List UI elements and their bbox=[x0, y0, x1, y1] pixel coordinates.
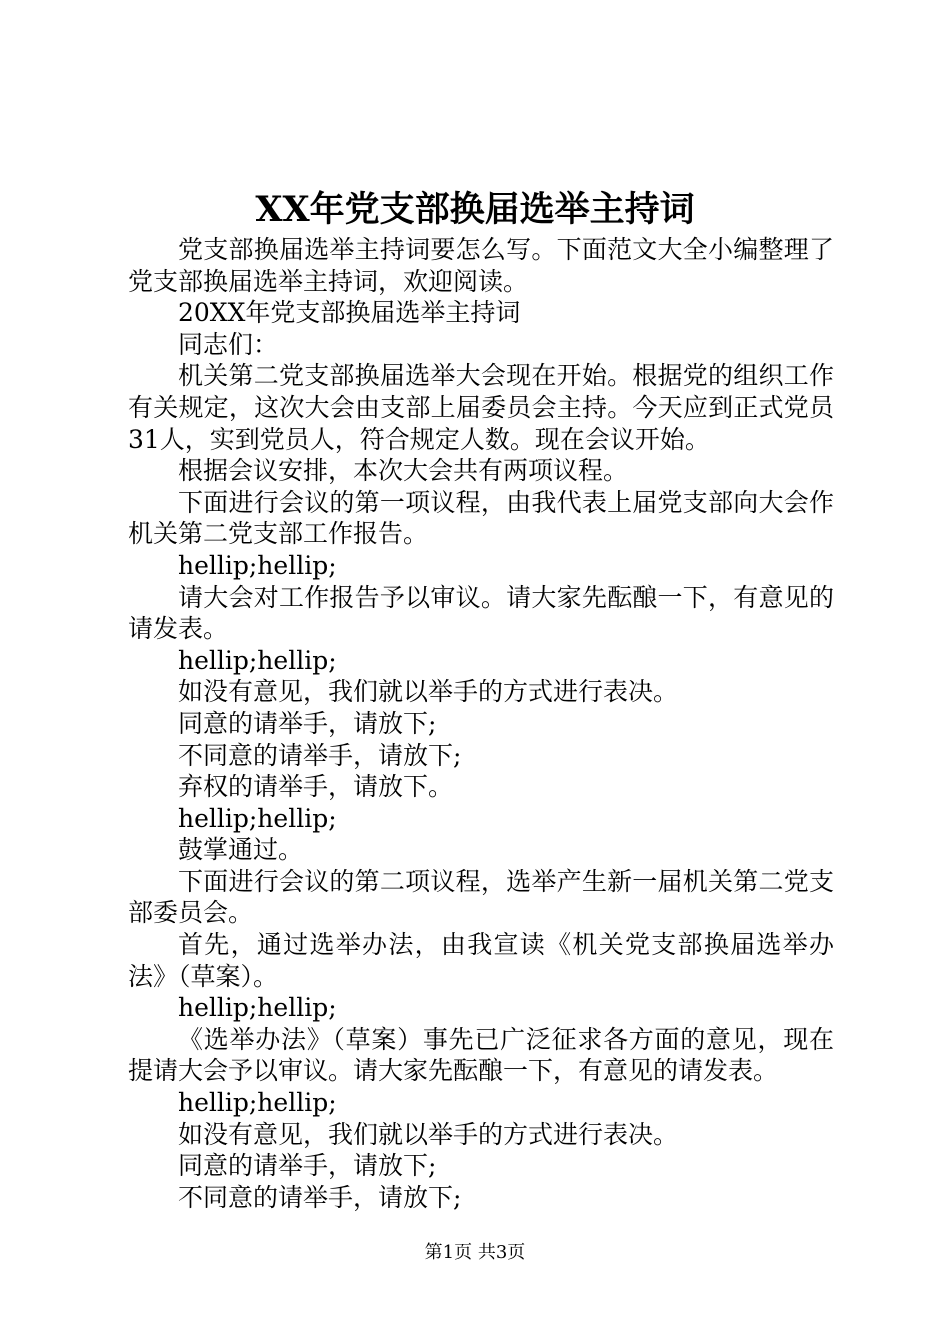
paragraph: 首先，通过选举办法，由我宣读《机关党支部换届选举办法》（草案）。 bbox=[128, 930, 834, 991]
paragraph: 党支部换届选举主持词要怎么写。下面范文大全小编整理了党支部换届选举主持词，欢迎阅读。 bbox=[128, 235, 834, 296]
paragraph: hellip;hellip; bbox=[178, 993, 337, 1023]
paragraph: hellip;hellip; bbox=[178, 803, 337, 833]
paragraph: 如没有意见，我们就以举手的方式进行表决。 bbox=[178, 677, 679, 707]
paragraph: 鼓掌通过。 bbox=[178, 835, 304, 865]
paragraph: 机关第二党支部换届选举大会现在开始。根据党的组织工作有关规定，这次大会由支部上届委员会主持。今天应到正式党员31人，实到党员人，符合规定人数。现在会议开始。 bbox=[128, 361, 834, 454]
paragraph: 下面进行会议的第二项议程，选举产生新一届机关第二党支部委员会。 bbox=[128, 866, 834, 928]
paragraph: hellip;hellip; bbox=[178, 550, 337, 580]
paragraph: 同意的请举手，请放下; bbox=[178, 1151, 437, 1181]
paragraph: 不同意的请举手，请放下; bbox=[178, 1182, 462, 1212]
paragraph: 弃权的请举手，请放下。 bbox=[178, 772, 454, 802]
paragraph: 请大会对工作报告予以审议。请大家先酝酿一下，有意见的请发表。 bbox=[128, 582, 834, 644]
paragraph: 不同意的请举手，请放下; bbox=[178, 740, 462, 770]
paragraph: 《选举办法》（草案）事先已广泛征求各方面的意见，现在提请大会予以审议。请大家先酝酿一下，有意见的请发表。 bbox=[128, 1024, 834, 1086]
paragraph: 同意的请举手，请放下; bbox=[178, 708, 437, 738]
paragraph: 同志们： bbox=[178, 329, 279, 359]
paragraph: 根据会议安排，本次大会共有两项议程。 bbox=[178, 456, 629, 486]
paragraph: hellip;hellip; bbox=[178, 645, 337, 675]
page-footer: 第1页 共3页 bbox=[424, 1242, 526, 1263]
paragraph: 下面进行会议的第一项议程，由我代表上届党支部向大会作机关第二党支部工作报告。 bbox=[128, 487, 834, 549]
document-body bbox=[128, 234, 834, 1213]
paragraph: 如没有意见，我们就以举手的方式进行表决。 bbox=[178, 1119, 679, 1149]
document-title: XX年党支部换届选举主持词 bbox=[255, 189, 695, 230]
paragraph: hellip;hellip; bbox=[178, 1088, 337, 1118]
paragraph: 20XX年党支部换届选举主持词 bbox=[178, 298, 521, 328]
